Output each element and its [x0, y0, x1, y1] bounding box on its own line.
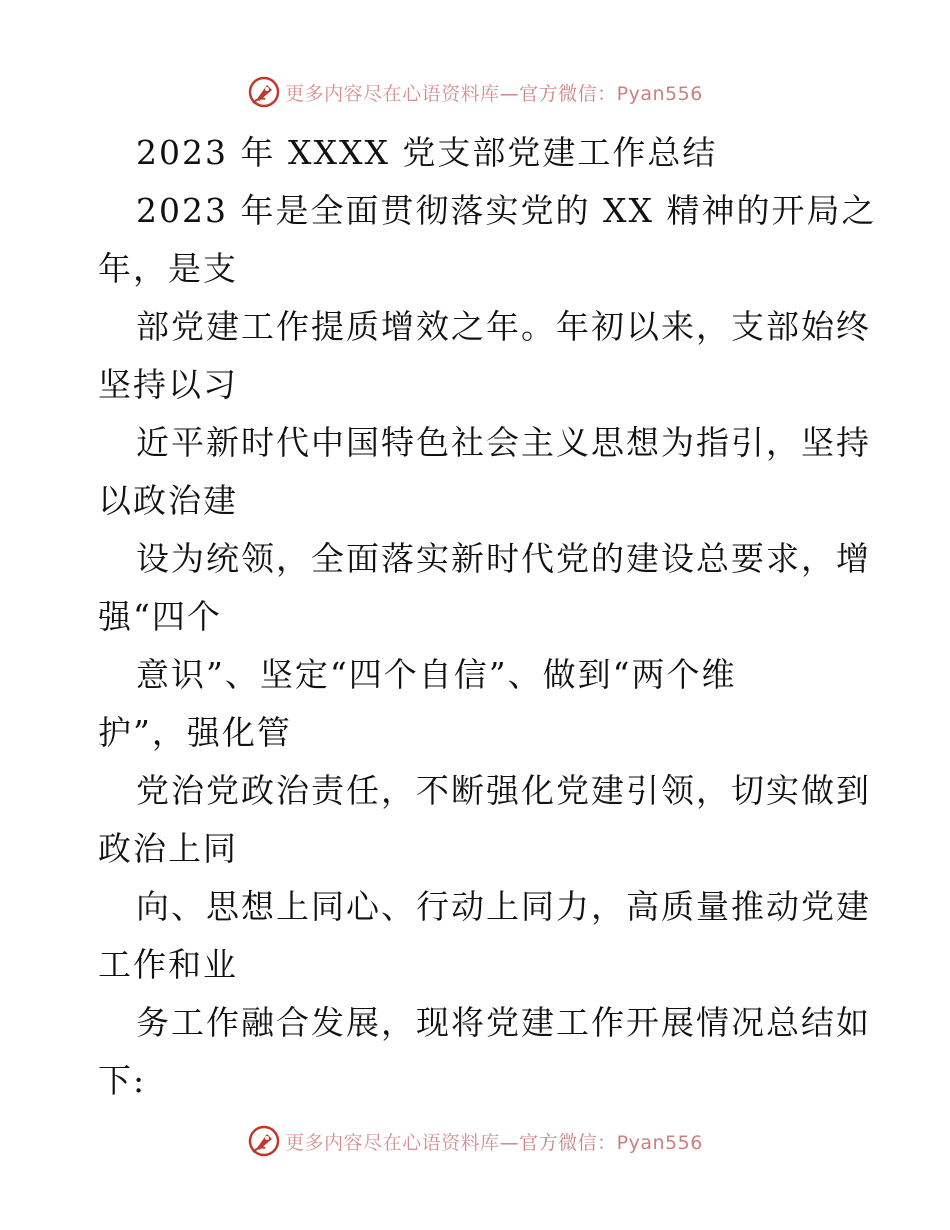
watermark-contact: —官方微信：Pyan556 [499, 82, 703, 105]
document-body [98, 124, 877, 1110]
paragraph-line: 务工作融合发展，现将党建工作开展情况总结如 [136, 1003, 871, 1042]
paragraph-line: 以政治建 [98, 481, 238, 520]
paragraph-line: 向、思想上同心、行动上同力，高质量推动党建 [136, 887, 871, 926]
footer-watermark [0, 1121, 950, 1161]
paragraph-line: 意识”、坚定“四个自信”、做到“两个维 [136, 655, 737, 694]
watermark-contact: —官方微信：Pyan556 [499, 1131, 703, 1154]
paragraph-line: 政治上同 [98, 829, 238, 868]
paragraph-line: 设为统领，全面落实新时代党的建设总要求，增 [136, 539, 871, 578]
paragraph-line: 近平新时代中国特色社会主义思想为指引，坚持 [136, 423, 871, 462]
pen-nib-logo-icon [247, 75, 281, 109]
paragraph-line: 坚持以习 [98, 365, 238, 404]
watermark-text: 更多内容尽在心语资料库 [285, 1131, 500, 1154]
watermark-text: 更多内容尽在心语资料库 [285, 82, 500, 105]
paragraph-line: 工作和业 [98, 945, 238, 984]
paragraph-line: 强“四个 [98, 597, 222, 636]
paragraph-line: 下: [98, 1061, 147, 1100]
paragraph-line: 2023 年是全面贯彻落实党的 XX 精神的开局之 [136, 191, 877, 230]
paragraph-line: 年，是支 [98, 249, 238, 288]
paragraph-line: 部党建工作提质增效之年。年初以来，支部始终 [136, 307, 871, 346]
header-watermark [0, 72, 950, 112]
pen-nib-logo-icon [247, 1124, 281, 1158]
paragraph-line: 党治党政治责任，不断强化党建引领，切实做到 [136, 771, 871, 810]
paragraph-line: 护”，强化管 [98, 713, 292, 752]
document-title: 2023 年 XXXX 党支部党建工作总结 [136, 133, 718, 172]
